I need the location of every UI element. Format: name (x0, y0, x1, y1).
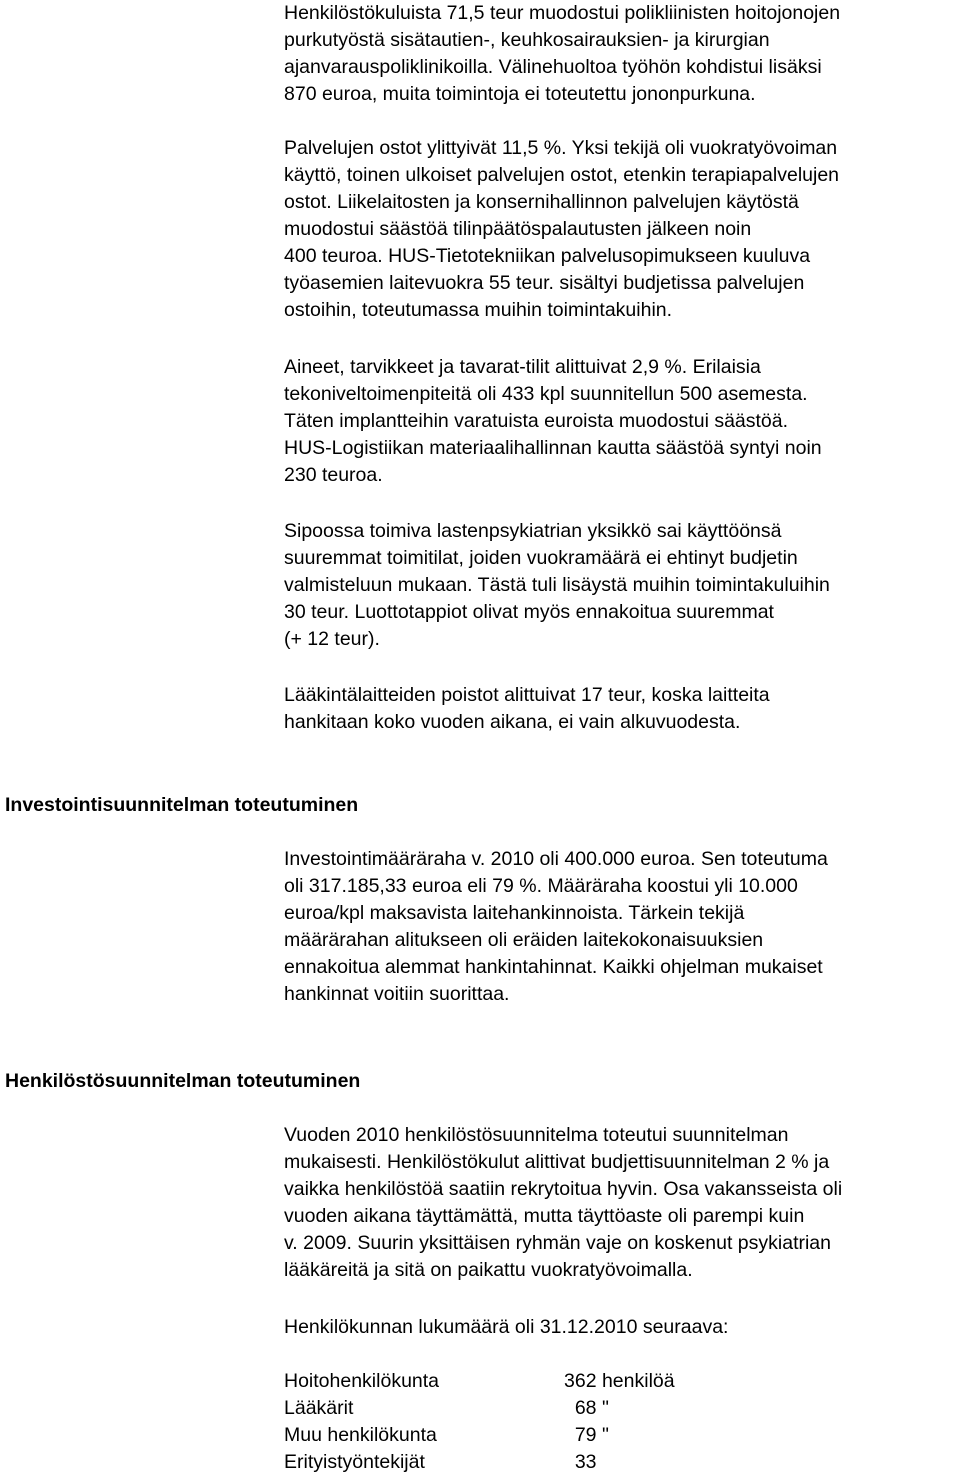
table-row (284, 1422, 675, 1449)
paragraph-headcount-intro (284, 1314, 960, 1341)
text-line: lääkäreitä ja sitä on paikattu vuokratyövoimalla. (284, 1259, 693, 1281)
text-line: ennakoitua alemmat hankintahinnat. Kaikki ohjelman mukaiset (284, 956, 823, 978)
text-line: Aineet, tarvikkeet ja tavarat-tilit alittuivat 2,9 %. Erilaisia (284, 356, 761, 378)
staff-category: Muu henkilökunta (284, 1424, 437, 1446)
text-line: muodostui säästöä tilinpäätöspalautusten jälkeen noin (284, 218, 752, 240)
staff-count: 362 henkilöä (564, 1370, 675, 1392)
table-row (284, 1449, 675, 1476)
staff-category: Hoitohenkilökunta (284, 1370, 440, 1392)
text-line: 230 teuroa. (284, 464, 383, 486)
staff-table (284, 1368, 675, 1476)
paragraph-personnel (284, 1122, 960, 1284)
text-line: vaikka henkilöstöä saatiin rekrytoitua hyvin. Osa vakansseista oli (284, 1178, 843, 1200)
text-line: käyttö, toinen ulkoiset palvelujen ostot, etenkin terapiapalvelujen (284, 164, 840, 186)
text-line: ajanvarauspoliklinikoilla. Välinehuoltoa työhön kohdistui lisäksi (284, 56, 822, 78)
staff-count: 68 " (564, 1397, 609, 1419)
text-line: Palvelujen ostot ylittyivät 11,5 %. Yksi tekijä oli vuokratyövoiman (284, 137, 838, 159)
paragraph-materials (284, 354, 960, 489)
table-row (284, 1395, 675, 1422)
text-line: Henkilöstökuluista 71,5 teur muodostui polikliinisten hoitojonojen (284, 2, 841, 24)
paragraph-investment (284, 846, 960, 1008)
text-line: suuremmat toimitilat, joiden vuokramäärä ei ehtinyt budjetin (284, 547, 798, 569)
staff-count: 33 (564, 1451, 597, 1473)
staff-category: Lääkärit (284, 1397, 354, 1419)
text-line: Investointimääräraha v. 2010 oli 400.000 euroa. Sen toteutuma (284, 848, 828, 870)
text-line: vuoden aikana täyttämättä, mutta täyttöaste oli parempi kuin (284, 1205, 805, 1227)
staff-count: 79 " (564, 1424, 609, 1446)
text-line: purkutyöstä sisätautien-, keuhkosairauksien- ja kirurgian (284, 29, 770, 51)
text-line: määrärahan alitukseen oli eräiden laitekokonaisuuksien (284, 929, 764, 951)
text-line: oli 317.185,33 euroa eli 79 %. Määräraha koostui yli 10.000 (284, 875, 798, 897)
text-line: 30 teur. Luottotappiot olivat myös ennakoitua suuremmat (284, 601, 774, 623)
text-line: Vuoden 2010 henkilöstösuunnitelma toteutui suunnitelman (284, 1124, 789, 1146)
text-line: ostoihin, toteutumassa muihin toimintakuihin. (284, 299, 673, 321)
paragraph-service-purchases (284, 135, 960, 324)
text-line: (+ 12 teur). (284, 628, 380, 650)
text-line: Täten implantteihin varatuista euroista muodostui säästöä. (284, 410, 789, 432)
text-line: hankinnat voitiin suorittaa. (284, 983, 510, 1005)
text-line: Sipoossa toimiva lastenpsykiatrian yksikkö sai käyttöönsä (284, 520, 782, 542)
text-line: ostot. Liikelaitosten ja konsernihallinnon palvelujen käytöstä (284, 191, 799, 213)
text-line: työasemien laitevuokra 55 teur. sisältyi budjetissa palvelujen (284, 272, 805, 294)
paragraph-sipoo-unit (284, 518, 960, 653)
table-row (284, 1368, 675, 1395)
text-line: 400 teuroa. HUS-Tietotekniikan palvelusopimukseen kuuluva (284, 245, 811, 267)
text-line: euroa/kpl maksavista laitehankinnoista. Tärkein tekijä (284, 902, 745, 924)
text-line: Henkilökunnan lukumäärä oli 31.12.2010 seuraava: (284, 1316, 729, 1338)
text-line: Lääkintälaitteiden poistot alittuivat 17 teur, koska laitteita (284, 684, 770, 706)
text-line: hankitaan koko vuoden aikana, ei vain alkuvuodesta. (284, 711, 741, 733)
text-line: valmisteluun mukaan. Tästä tuli lisäystä muihin toimintakuluihin (284, 574, 830, 596)
text-line: tekoniveltoimenpiteitä oli 433 kpl suunnitellun 500 asemesta. (284, 383, 808, 405)
paragraph-depreciation (284, 682, 960, 736)
staff-category: Erityistyöntekijät (284, 1451, 425, 1473)
text-line: 870 euroa, muita toimintoja ei toteutettu jononpurkuna. (284, 83, 756, 105)
text-line: mukaisesti. Henkilöstökulut alittivat budjettisuunnitelman 2 % ja (284, 1151, 830, 1173)
paragraph-queue-costs (284, 0, 960, 108)
heading-personnel: Henkilöstösuunnitelman toteutuminen (5, 1070, 361, 1092)
text-line: HUS-Logistiikan materiaalihallinnan kautta säästöä syntyi noin (284, 437, 822, 459)
heading-investment: Investointisuunnitelman toteutuminen (5, 794, 359, 816)
text-line: v. 2009. Suurin yksittäisen ryhmän vaje on koskenut psykiatrian (284, 1232, 831, 1254)
